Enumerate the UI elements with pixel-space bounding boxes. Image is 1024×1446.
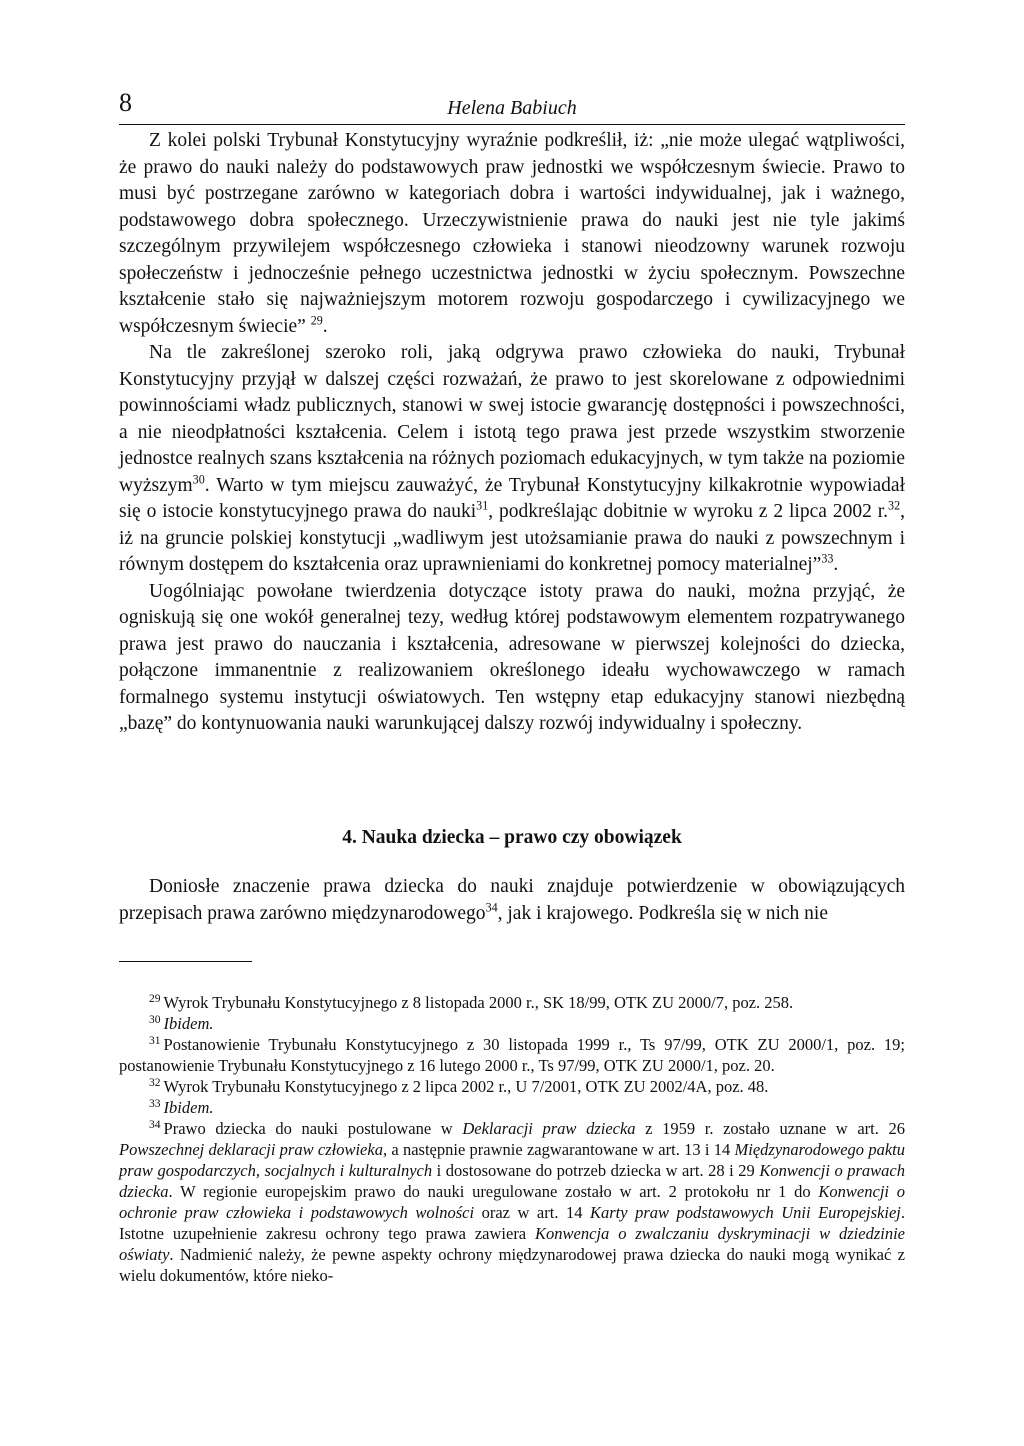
footnote-31-text: Postanowienie Trybunału Konstytucyjnego z 30 listopada 1999 r., Ts 97/99, OTK ZU 2000/1, poz. 19; postanowienie Trybunału Konstytucyjnego z 16 lutego 2000 r., Ts 97/99, OTK ZU 2000/1, poz. 20. (119, 1035, 905, 1075)
footnotes (119, 992, 905, 1286)
footnote-32-number: 32 (149, 1076, 161, 1089)
footnote-32-text: Wyrok Trybunału Konstytucyjnego z 2 lipca 2002 r., U 7/2001, OTK ZU 2002/4A, poz. 48. (163, 1077, 769, 1096)
paragraph-4-text-a: Doniosłe znaczenie prawa dziecka do nauki znajduje potwierdzenie w obowiązujących przepisach prawa zarówno międzynarodowego (119, 876, 905, 924)
footnote-34-title-5: Konwencji o ochronie praw człowieka i podstawowych wolności (119, 1182, 906, 1222)
paragraph-1-text: Z kolei polski Trybunał Konstytucyjny wyraźnie podkreślił, iż: „nie może ulegać wątpliwości, że prawo do nauki należy do podstawowych praw jednostki we współczesnym świecie. Prawo to musi być postrzegane zarówno w kategoriach dobra i wartości indywidualnej, jak i ważnego, podstawowego dobra społecznego. Urzeczywistnienie prawa do nauki jest nie tyle jakimś szczególnym przywilejem współczesnego człowieka i stanowi nieodzowny warunek rozwoju społeczeństw i jednocześnie pełnego uczestnictwa jednostki w życiu społecznym. Powszechne kształcenie stało się najważniejszym motorem rozwoju gospodarczego i cywilizacyjnego we współczesnym świecie” (119, 130, 905, 337)
body-text-lower (119, 874, 905, 927)
footnote-34-title-3: Międzynarodowego paktu praw gospodarczych, socjalnych i kulturalnych (119, 1140, 905, 1180)
paragraph-2-text-d: , iż na gruncie polskiej konstytucji „wadliwym jest utożsamianie prawa do nauki z powszechnym i równym dostępem do kształcenia oraz uprawnieniami do konkretnej pomocy materialnej” (119, 501, 905, 575)
footnote-34-text-1: Prawo dziecka do nauki postulowane w (163, 1119, 463, 1138)
paragraph-3: Uogólniając powołane twierdzenia dotyczące istoty prawa do nauki, można przyjąć, że ogniskują się one wokół generalnej tezy, według której podstawowym elementem rozpatrywanego prawa jest prawo do nauczania i kształcenia, adresowane w pierwszej kolejności do dziecka, połączone immanentnie z realizowaniem określonego ideału wychowawczego w ramach formalnego systemu instytucji oświatowych. Ten wstępny etap edukacyjny stanowi niezbędną „bazę” do kontynuowania nauki warunkującej dalszy rozwój indywidualny i społeczny. (119, 580, 905, 734)
footnote-ref-31[interactable]: 31 (476, 498, 489, 513)
footnote-34-text-4: i dostosowane do potrzeb dziecka w art. 28 i 29 (432, 1161, 760, 1180)
paragraph-2-text-b: . Warto w tym miejscu zauważyć, że Trybunał Konstytucyjny kilkakrotnie wypowiadał się o istocie konstytucyjnego prawa do nauki (119, 474, 905, 522)
footnote-34-text-6: oraz w art. 14 (474, 1203, 590, 1222)
footnote-30 (119, 1013, 905, 1034)
footnote-34-text-2: z 1959 r. zostało uznane w art. 26 (635, 1119, 905, 1138)
footnote-33-number: 33 (149, 1097, 161, 1110)
footnote-30-number: 30 (149, 1013, 161, 1026)
footnote-34-title-2: Powszechnej deklaracji praw człowieka (119, 1140, 383, 1159)
footnote-34-text-3: , a następnie prawnie zagwarantowane w art. 13 i 14 (382, 1140, 735, 1159)
footnote-34-title-6: Karty praw podstawowych Unii Europejskiej (590, 1203, 901, 1222)
header-rule (119, 124, 905, 125)
paragraph-2-text-c: , podkreślając dobitnie w wyroku z 2 lipca 2002 r. (488, 501, 889, 522)
page-number: 8 (119, 88, 132, 117)
paragraph-4-text-b: , jak i krajowego. Podkreśla się w nich nie (497, 902, 828, 924)
footnote-34 (119, 1118, 905, 1286)
footnote-34-text-7: . Istotne uzupełnienie zakresu ochrony tego prawa zawiera (119, 1203, 905, 1243)
footnote-29-number: 29 (149, 992, 161, 1005)
footnote-33-text: Ibidem. (163, 1098, 214, 1117)
paragraph-2-text-a: Na tle zakreślonej szeroko roli, jaką odgrywa prawo człowieka do nauki, Trybunał Konstytucyjny przyjął w dalszej części rozważań, że prawo to jest skorelowane z odpowiednimi powinnościami władz publicznych, stanowi w swej istocie gwarancję dostępności i powszechności, a nie nieodpłatności kształcenia. Celem i istotą tego prawa jest przede wszystkim stworzenie jednostce realnych szans kształcenia na różnych poziomach edukacyjnych, w tym także na poziomie wyższym (119, 342, 905, 496)
footnote-ref-34[interactable]: 34 (485, 900, 498, 914)
footnote-29-text: Wyrok Trybunału Konstytucyjnego z 8 listopada 2000 r., SK 18/99, OTK ZU 2000/7, poz. 258. (163, 993, 794, 1012)
footnote-34-title-7: Konwencja o zwalczaniu dyskryminacji w dziedzinie oświaty (119, 1224, 905, 1264)
footnote-34-number: 34 (149, 1118, 161, 1131)
paragraph-1-end: . (322, 315, 328, 337)
footnote-30-text: Ibidem. (163, 1014, 214, 1033)
paragraph-2-end: . (833, 554, 839, 575)
section-title: 4. Nauka dziecka – prawo czy obowiązek (342, 827, 682, 848)
footnote-31-number: 31 (149, 1034, 161, 1047)
paragraph-1 (119, 128, 905, 340)
footnote-34-text-5: . W regionie europejskim prawo do nauki uregulowane zostało w art. 2 protokołu nr 1 do (168, 1182, 819, 1201)
footnote-34-text-8: . Nadmienić należy, że pewne aspekty ochrony międzynarodowej prawa dziecka do nauki mogą wynikać z wielu dokumentów, które nieko- (119, 1245, 905, 1285)
footnote-rule (119, 961, 252, 962)
footnote-32 (119, 1076, 905, 1097)
paragraph-4 (119, 874, 905, 927)
footnote-33 (119, 1097, 905, 1118)
footnote-31 (119, 1034, 905, 1076)
paragraph-2 (119, 340, 905, 579)
footnote-34-title-4: Konwencji o prawach dziecka (119, 1161, 905, 1201)
footnote-29 (119, 992, 905, 1013)
body-text-upper (119, 128, 905, 738)
footnote-ref-30[interactable]: 30 (192, 472, 205, 486)
footnote-ref-32[interactable]: 32 (888, 498, 901, 513)
footnote-34-title-1: Deklaracji praw dziecka (462, 1119, 636, 1138)
footnote-ref-29[interactable]: 29 (310, 313, 323, 327)
footnote-ref-33[interactable]: 33 (821, 551, 834, 566)
running-head: Helena Babiuch (447, 97, 577, 119)
